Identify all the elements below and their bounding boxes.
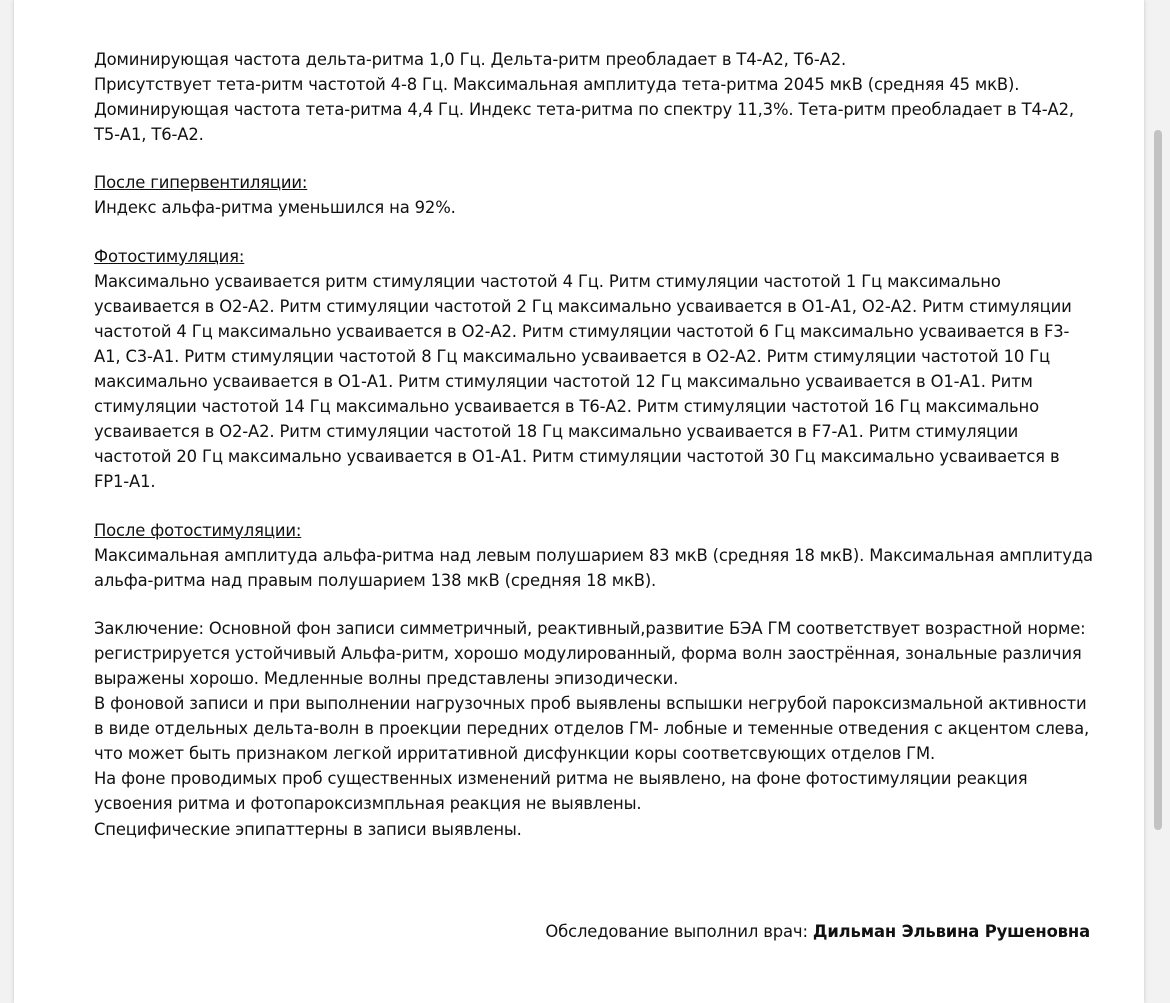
epipatterns-paragraph: Специфические эпипаттерны в записи выявлены.: [94, 819, 522, 839]
theta-dominant-paragraph: Доминирующая частота тета-ритма 4,4 Гц. Индекс тета-ритма по спектру 11,3%. Тета-ритм преобладает в Т4-А2, Т5-А1, Т6-А2.: [94, 100, 1074, 145]
spacer: [94, 495, 1094, 518]
signature-line: [545, 919, 1090, 944]
after-photostimulation-heading: После фотостимуляции:: [94, 520, 302, 540]
after-photostimulation-text: Максимальная амплитуда альфа-ритма над левым полушарием 83 мкВ (средняя 18 мкВ). Максимальная амплитуда альфа-ритма над правым полушарием 138 мкВ (средняя 18 мкВ).: [94, 545, 1093, 590]
scrollbar-thumb[interactable]: [1154, 130, 1162, 830]
document-body: [94, 47, 1094, 842]
spacer: [94, 147, 1094, 170]
hyperventilation-text: Индекс альфа-ритма уменьшился на 92%.: [94, 198, 456, 218]
spacer: [94, 593, 1094, 616]
delta-rhythm-paragraph: Доминирующая частота дельта-ритма 1,0 Гц. Дельта-ритм преобладает в Т4-А2, Т6-А2.: [94, 50, 847, 69]
photostimulation-heading: Фотостимуляция:: [94, 246, 245, 266]
photostimulation-text: Максимально усваивается ритм стимуляции частотой 4 Гц. Ритм стимуляции частотой 1 Гц максимально усваивается в О2-А2. Ритм стимуляции частотой 2 Гц максимально усваивается в О1-А1, О2-А2. Ритм стимуляции частотой 4 Гц максимально усваивается в О2-А2. Ритм стимуляции частотой 6 Гц максимально усваивается в F3-A1, С3-А1. Ритм стимуляции частотой 8 Гц максимально усваивается в О2-А2. Ритм стимуляции частотой 10 Гц максимально усваивается в О1-А1. Ритм стимуляции частотой 12 Гц максимально усваивается в О1-А1. Ритм стимуляции частотой 14 Гц максимально усваивается в Т6-А2. Ритм стимуляции частотой 16 Гц максимально усваивается в О2-А2. Ритм стимуляции частотой 18 Гц максимально усваивается в F7-А1. Ритм стимуляции частотой 20 Гц максимально усваивается в О1-А1. Ритм стимуляции частотой 30 Гц максимально усваивается в FP1-А1.: [94, 271, 1072, 492]
conclusion-paragraph: Заключение: Основной фон записи симметричный, реактивный,развитие БЭА ГМ соответствует возрастной норме: регистрируется устойчивый Альфа-ритм, хорошо модулированный, форма волн заострённая, зональные различия выражены хорошо. Медленные волны представлены эпизодически.: [94, 618, 1086, 688]
hyperventilation-heading: После гипервентиляции:: [94, 173, 308, 193]
functional-tests-paragraph: На фоне проводимых проб существенных изменений ритма не выявлено, на фоне фотостимуляции реакция усвоения ритма и фотопароксизмпльная реакция не выявлены.: [94, 769, 1028, 814]
signature-label: Обследование выполнил врач:: [545, 922, 813, 941]
paroxysmal-activity-paragraph: В фоновой записи и при выполнении нагрузочных проб выявлены вспышки негрубой пароксизмальной активности в виде отдельных дельта-волн в проекции передних отделов ГМ- лобные и теменные отведения с акцентом слева, что может быть признаком легкой ирритативной дисфункции коры соответсвующих отделов ГМ.: [94, 694, 1090, 764]
spacer: [94, 221, 1094, 244]
doctor-name: Дильман Эльвина Рушеновна: [812, 922, 1090, 941]
document-page: [14, 0, 1144, 1003]
theta-rhythm-paragraph: Присутствует тета-ритм частотой 4-8 Гц. Максимальная амплитуда тета-ритма 2045 мкВ (средняя 45 мкВ).: [94, 75, 1020, 95]
